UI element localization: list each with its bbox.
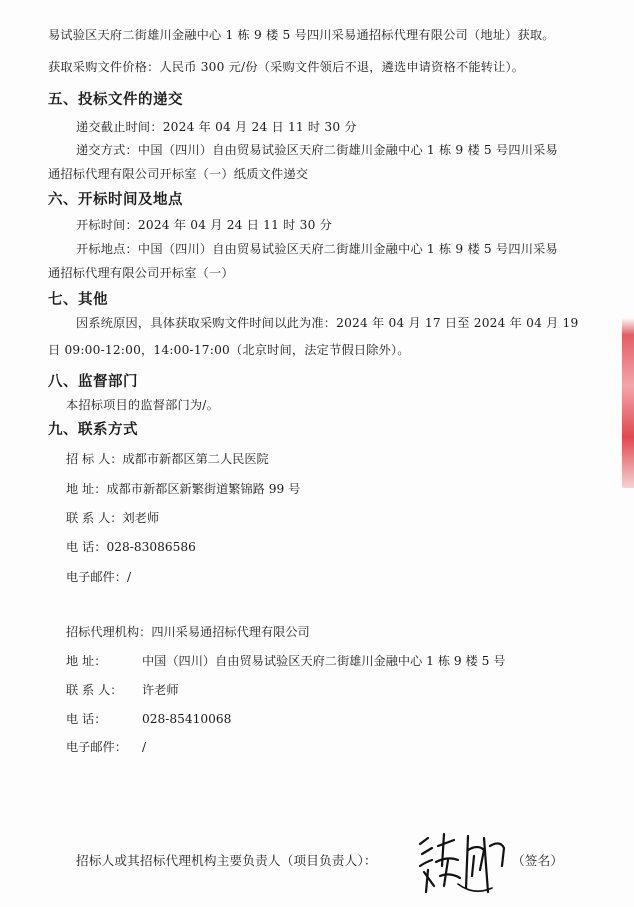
section-heading-9: 九、联系方式	[48, 421, 138, 438]
agency-contact-label: 联 系 人：	[66, 683, 123, 697]
agency-phone-label: 电 话：	[66, 712, 107, 726]
agency-address-row	[66, 652, 505, 669]
text-line: 通招标代理有限公司开标室（一）纸质文件递交	[48, 167, 309, 181]
agency-address-value: 中国（四川）自由贸易试验区天府二街雄川金融中心 1 栋 9 楼 5 号	[142, 654, 506, 668]
text-line: 开标时间：2024 年 04 月 24 日 11 时 30 分	[76, 218, 332, 232]
tenderer-email-row	[66, 568, 131, 585]
agency-address-label: 地 址：	[66, 654, 107, 668]
agency-contact-value: 许老师	[142, 683, 179, 697]
text-line: 日 09:00-12:00，14:00-17:00（北京时间，法定节假日除外）。	[48, 343, 410, 357]
agency-name-row	[66, 623, 310, 640]
signature-suffix: （签名）	[512, 853, 564, 868]
agency-name-label: 招标代理机构：	[66, 625, 152, 639]
agency-contact-row	[66, 681, 179, 698]
tenderer-email-label: 电子邮件：	[66, 570, 127, 584]
tenderer-address-label: 地 址：	[66, 482, 107, 496]
section-heading-6: 六、开标时间及地点	[48, 191, 183, 208]
text-line: 获取采购文件价格：人民币 300 元/份（采购文件领后不退，遴选申请资格不能转让）。	[48, 60, 525, 74]
tenderer-phone-label: 电 话：	[66, 540, 107, 554]
text-line: 易试验区天府二街雄川金融中心 1 栋 9 楼 5 号四川采易通招标代理有限公司（地址）获取。	[48, 28, 555, 42]
text-line: 本招标项目的监督部门为/。	[66, 398, 219, 412]
tenderer-name-label: 招 标 人：	[66, 452, 123, 466]
tenderer-contact-row	[66, 509, 159, 526]
text-line: 开标地点：中国（四川）自由贸易试验区天府二街雄川金融中心 1 栋 9 楼 5 号四川采易	[76, 242, 558, 256]
tenderer-address-value: 成都市新都区新繁街道繁锦路 99 号	[106, 482, 301, 496]
text-line: 通招标代理有限公司开标室（一）	[48, 266, 234, 280]
handwritten-signature	[414, 826, 514, 906]
agency-phone-row	[66, 710, 231, 727]
agency-email-row	[66, 738, 146, 755]
tenderer-contact-value: 刘老师	[122, 511, 160, 525]
text-line: 递交截止时间：2024 年 04 月 24 日 11 时 30 分	[76, 120, 357, 134]
signature-prefix: 招标人或其招标代理机构主要负责人（项目负责人）：	[76, 853, 377, 868]
text-line: 递交方式：中国（四川）自由贸易试验区天府二街雄川金融中心 1 栋 9 楼 5 号四川采易	[76, 143, 558, 157]
section-heading-7: 七、其他	[48, 291, 108, 308]
agency-phone-value: 028-85410068	[142, 712, 232, 726]
agency-email-label: 电子邮件：	[66, 740, 127, 754]
tenderer-name-row	[66, 450, 269, 467]
tenderer-email-value: /	[126, 570, 132, 584]
section-heading-8: 八、监督部门	[48, 373, 138, 390]
tenderer-phone-row	[66, 538, 196, 555]
tenderer-address-row	[66, 480, 300, 497]
tenderer-contact-label: 联 系 人：	[66, 511, 123, 525]
agency-email-value: /	[142, 740, 147, 754]
section-heading-5: 五、投标文件的递交	[48, 91, 183, 108]
agency-name-value: 四川采易通招标代理有限公司	[151, 625, 310, 639]
tenderer-name-value: 成都市新都区第二人民医院	[122, 452, 269, 466]
tenderer-phone-value: 028-83086586	[106, 540, 196, 554]
red-seal-stamp	[622, 318, 634, 488]
text-line: 因系统原因，具体获取采购文件时间以此为准：2024 年 04 月 17 日至 2024 年 04 月 19	[76, 316, 579, 330]
